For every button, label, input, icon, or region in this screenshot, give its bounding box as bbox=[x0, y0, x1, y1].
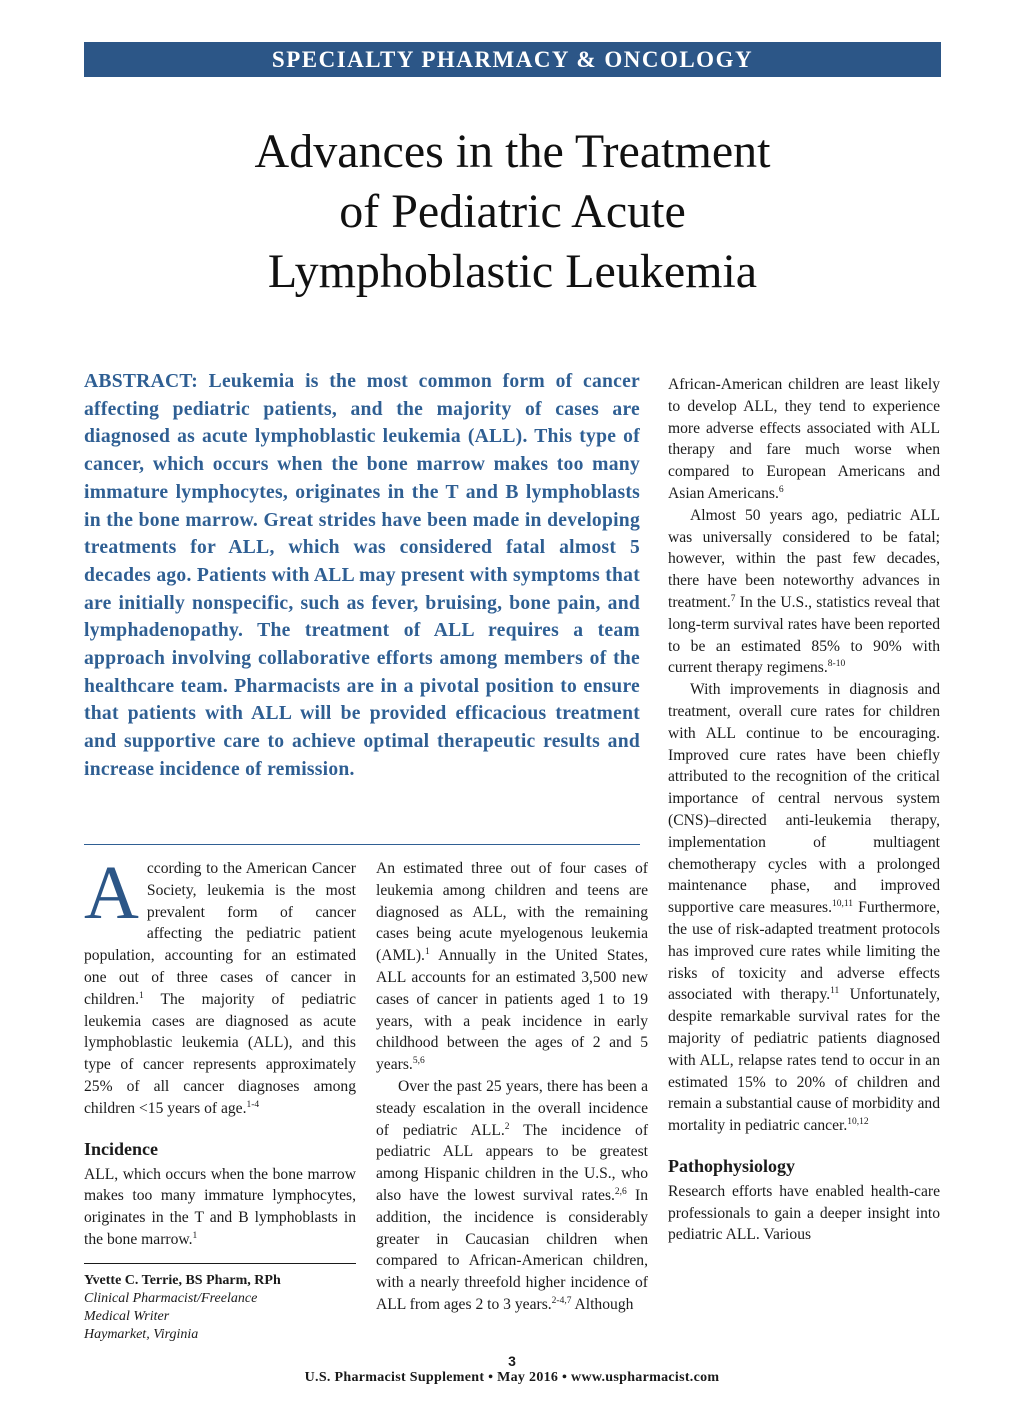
paragraph bbox=[376, 858, 648, 1076]
column-1 bbox=[84, 851, 356, 1344]
article-title bbox=[84, 122, 941, 302]
column-2 bbox=[376, 858, 648, 1316]
citation: 1-4 bbox=[246, 1099, 260, 1110]
author-role-2: Medical Writer bbox=[84, 1308, 170, 1324]
paragraph bbox=[376, 1076, 648, 1316]
section-banner: SPECIALTY PHARMACY & ONCOLOGY bbox=[84, 42, 941, 77]
paragraph-text: An estimated three out of four cases of leukemia among children and teens are diagnosed as ALL, with the remaining cases being acute myelogenous leukemia (AML). bbox=[376, 860, 648, 965]
title-line-3: Lymphoblastic Leukemia bbox=[267, 245, 758, 298]
citation: 6 bbox=[778, 484, 784, 495]
citation: 11 bbox=[830, 986, 840, 997]
pathophysiology-heading: Pathophysiology bbox=[668, 1155, 796, 1176]
paragraph-text: Research efforts have enabled health-care professionals to gain a deeper insight into pediatric ALL. Various bbox=[668, 1182, 940, 1244]
citation: 1 bbox=[424, 947, 430, 957]
paragraph-text: Although bbox=[571, 1295, 634, 1313]
author-role-1: Clinical Pharmacist/Freelance bbox=[84, 1290, 258, 1306]
paragraph-text: With improvements in diagnosis and treatment, overall cure rates for children with ALL continue to be encouraging. Improved cure rates have been chiefly attributed to the recognition of the critical importance of central nervous system (CNS)–directed anti-leukemia therapy, implementation of multiagent chemotherapy cycles with a prolonged maintenance phase, and improved supportive care measures. bbox=[668, 681, 940, 917]
citation: 10,12 bbox=[847, 1116, 869, 1127]
intro-paragraph bbox=[84, 851, 356, 1120]
paragraph-text: Annually in the United States, ALL accounts for an estimated 3,500 new cases of cancer in patients aged 1 to 19 years, with a peak incidence in early childhood between the ages of 2 and 5 years. bbox=[376, 947, 648, 1074]
abstract-divider bbox=[84, 844, 640, 845]
paragraph bbox=[668, 374, 940, 505]
column-3 bbox=[668, 374, 940, 1246]
citation: 5,6 bbox=[412, 1055, 425, 1066]
page-number: 3 bbox=[508, 1353, 516, 1369]
paragraph bbox=[668, 505, 940, 679]
paragraph-text: In addition, the incidence is considerably greater in Caucasian children when compared to African-American children, with a nearly threefold higher incidence of ALL from ages 2 to 3 years. bbox=[376, 1186, 648, 1313]
citation: 2-4,7 bbox=[551, 1295, 572, 1306]
abstract: ABSTRACT: Leukemia is the most common form of cancer affecting pediatric patients, and the majority of cases are diagnosed as acute lymphoblastic leukemia (ALL). This type of cancer, which occurs when the bone marrow makes too many immature lymphocytes, originates in the T and B lymphoblasts in the bone marrow. Great strides have been made in developing treatments for ALL, which was considered fatal almost 5 decades ago. Patients with ALL may present with symptoms that are initially nonspecific, such as fever, bruising, bone pain, and lymphadenopathy. The treatment of ALL requires a team approach involving collaborative efforts among members of the healthcare team. Pharmacists are in a pivotal position to ensure that patients with ALL will be provided efficacious treatment and supportive care to achieve optimal therapeutic results and increase incidence of remission. bbox=[84, 371, 640, 780]
incidence-text: ALL, which occurs when the bone marrow makes too many immature lymphocytes, originates in the T and B lymphoblasts in the bone marrow. bbox=[84, 1165, 356, 1248]
paragraph-text: Furthermore, the use of risk-adapted treatment protocols has improved cure rates while limiting the risks of toxicity and adverse effects associated with therapy. bbox=[668, 899, 940, 1004]
author-name: Yvette C. Terrie, BS Pharm, RPh bbox=[84, 1272, 281, 1288]
citation: 10,11 bbox=[831, 898, 854, 909]
paragraph-text: Over the past 25 years, there has been a steady escalation in the overall incidence of pediatric ALL. bbox=[376, 1077, 648, 1139]
author-location: Haymarket, Virginia bbox=[84, 1326, 199, 1342]
incidence-paragraph bbox=[84, 1164, 356, 1251]
title-line-1: Advances in the Treatment bbox=[254, 125, 771, 178]
footer: U.S. Pharmacist Supplement • May 2016 • www.uspharmacist.com bbox=[304, 1370, 720, 1385]
title-line-2: of Pediatric Acute bbox=[339, 185, 686, 238]
citation: 8-10 bbox=[827, 659, 846, 670]
paragraph bbox=[668, 679, 940, 1137]
intro-text-a: ccording to the American Cancer Society, leukemia is the most prevalent form of cancer affecting the pediatric patient population, accounting for an estimated one out of three cases of cancer in children. bbox=[84, 860, 356, 1008]
citation: 2,6 bbox=[614, 1186, 627, 1197]
citation: 2 bbox=[504, 1121, 510, 1132]
paragraph-text: In the U.S., statistics reveal that long-term survival rates have been reported to be an estimated 85% to 90% with current therapy regimens. bbox=[668, 593, 940, 677]
paragraph-text: The incidence of pediatric ALL appears to be greatest among Hispanic children in the U.S., who also have the lowest survival rates. bbox=[376, 1121, 649, 1204]
citation: 7 bbox=[730, 593, 736, 604]
citation: 1 bbox=[192, 1230, 198, 1241]
paragraph-text: Unfortunately, despite remarkable survival rates for the majority of pediatric patients diagnosed with ALL, relapse rates tend to occur in an estimated 15% to 20% of children and remain a substantial cause of morbidity and mortality in pediatric cancer. bbox=[668, 986, 940, 1135]
intro-text-b: The majority of pediatric leukemia cases are diagnosed as acute lymphoblastic leukemia (ALL), and this type of cancer represents approximately 25% of all cancer diagnoses among children <15 years of age. bbox=[84, 990, 356, 1117]
citation: 1 bbox=[139, 990, 144, 1001]
paragraph-text: Almost 50 years ago, pediatric ALL was universally considered to be fatal; however, within the past few decades, there have been noteworthy advances in treatment. bbox=[668, 506, 940, 611]
incidence-heading: Incidence bbox=[84, 1138, 158, 1159]
paragraph bbox=[668, 1181, 940, 1246]
paragraph-text: African-American children are least likely to develop ALL, they tend to experience more adverse effects associated with ALL therapy and fare much worse when compared to European Americans and Asian Americans. bbox=[668, 376, 940, 502]
author-divider bbox=[84, 1263, 356, 1264]
drop-cap: A bbox=[84, 851, 139, 935]
